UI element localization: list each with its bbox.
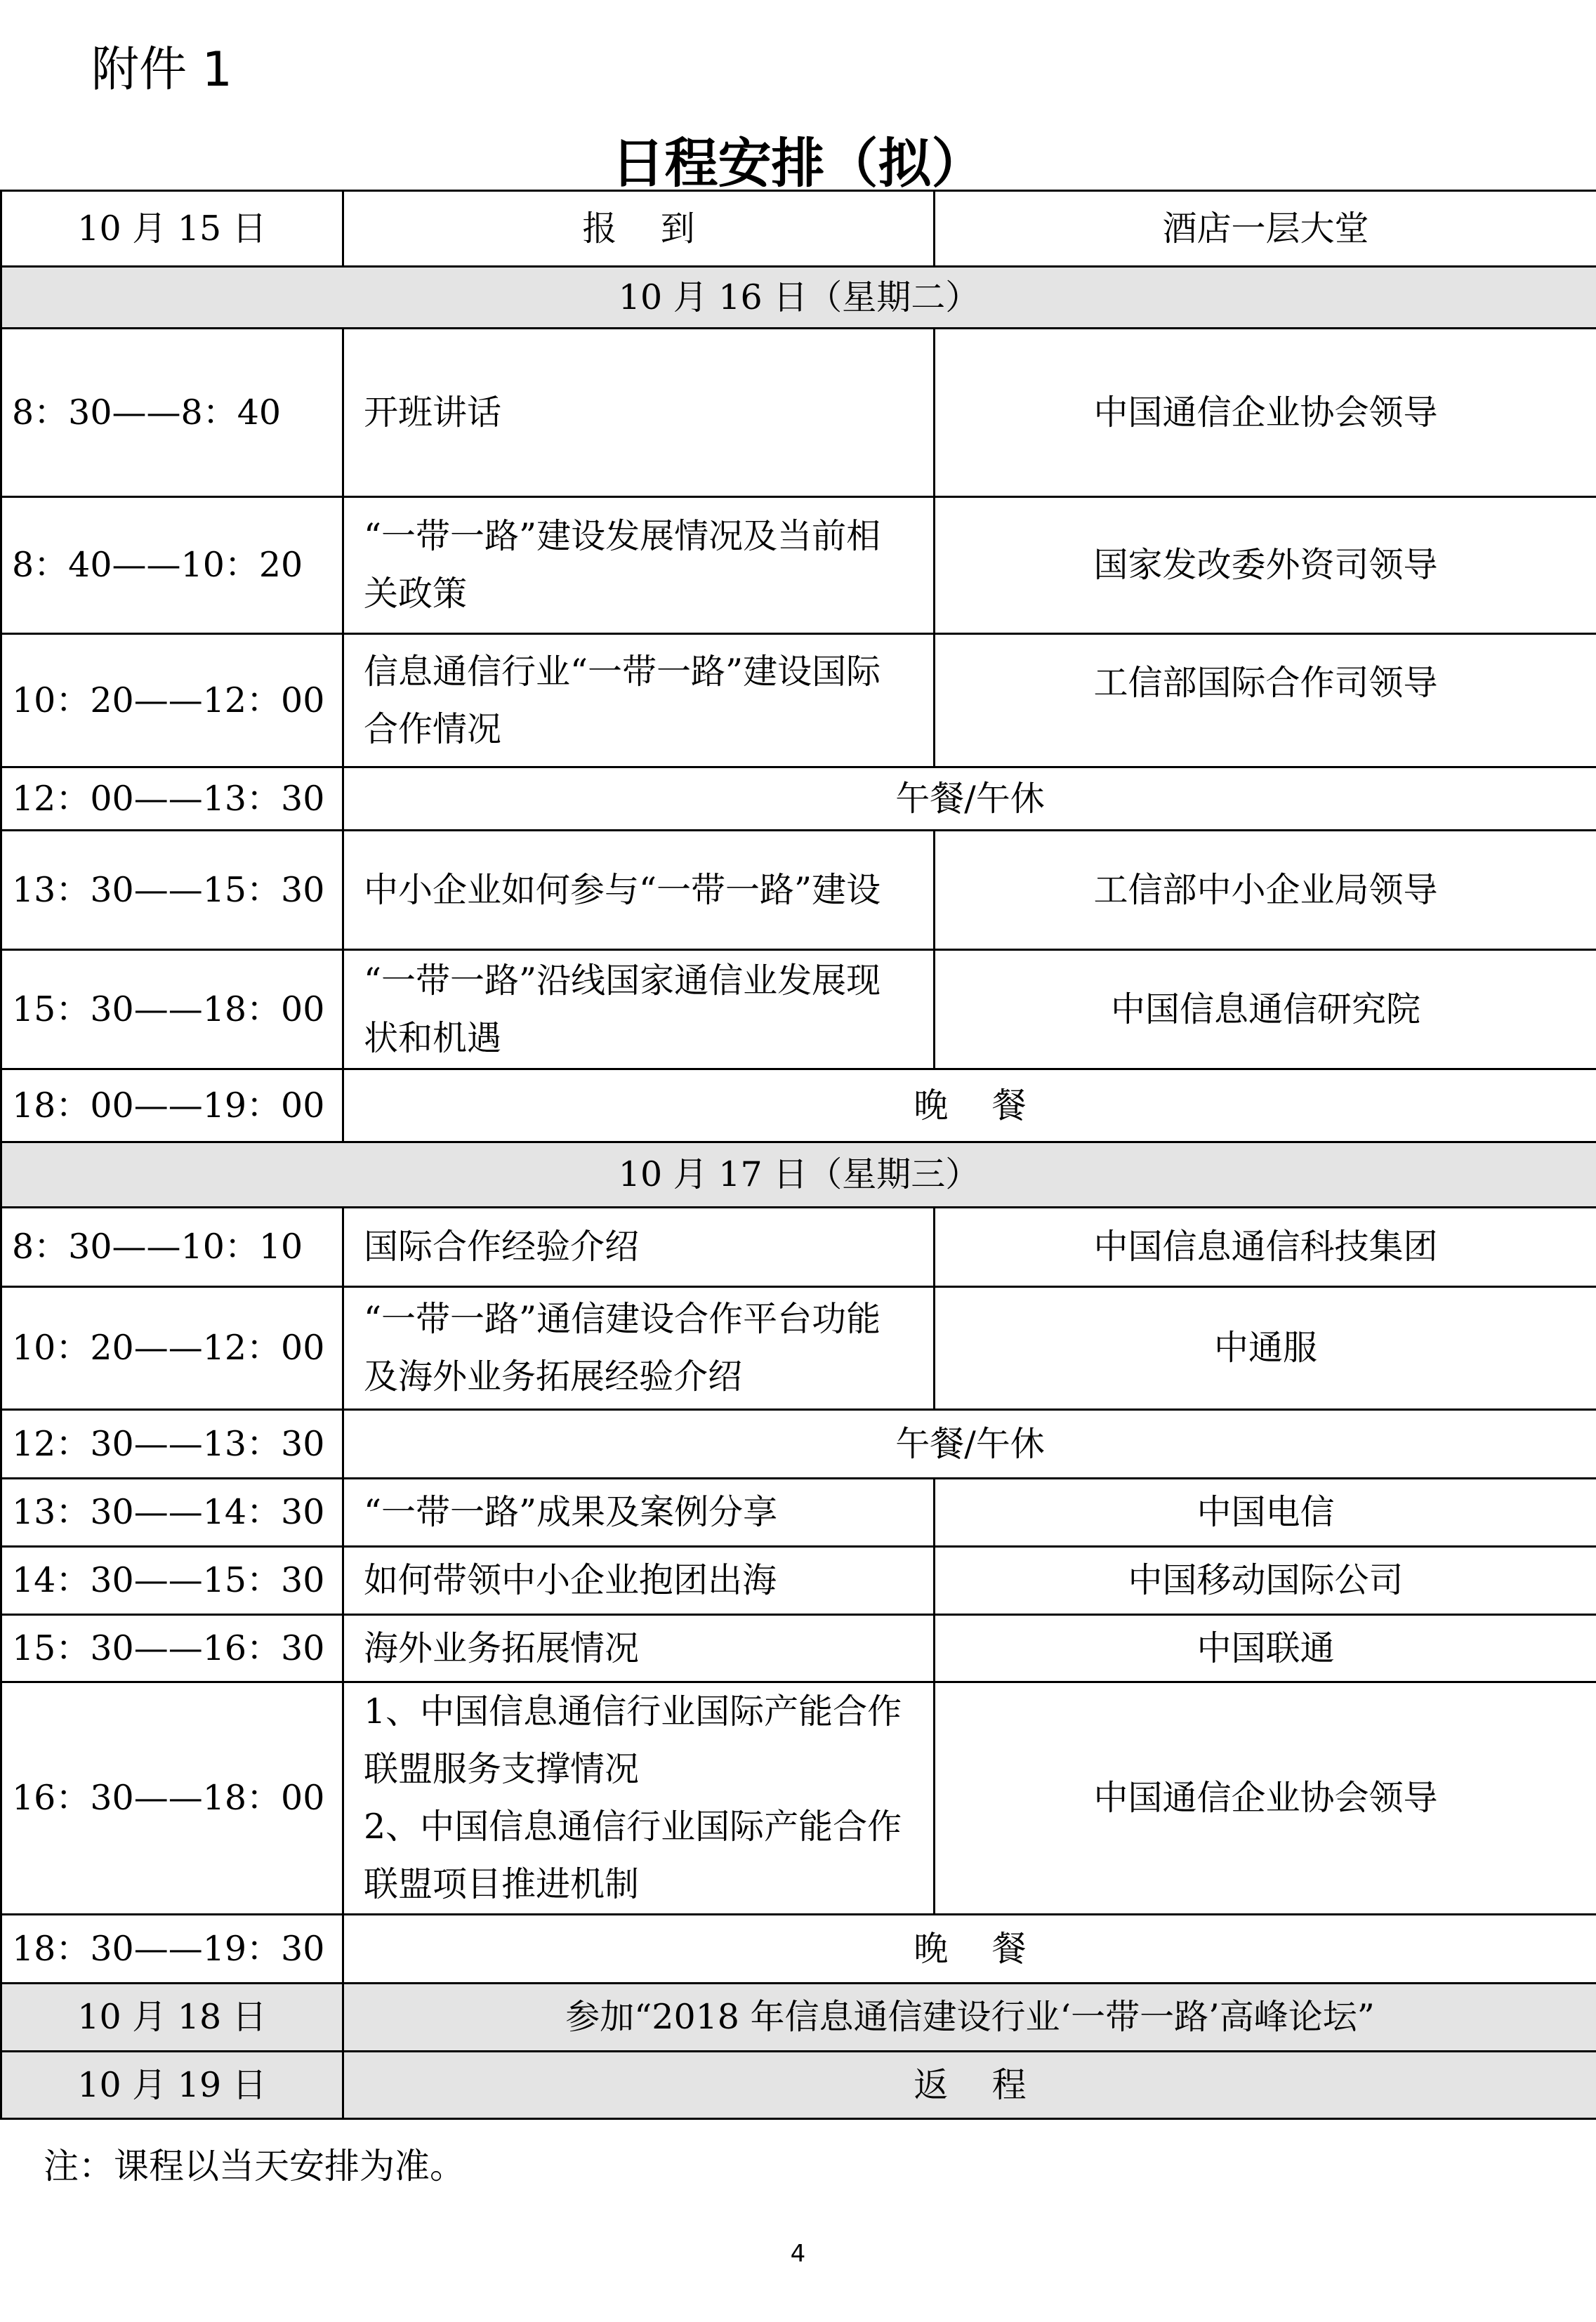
- table-row: [1, 1208, 1596, 1287]
- speaker-cell: 工信部中小企业局领导: [935, 831, 1596, 950]
- table-row: [1, 831, 1596, 950]
- topic-cell: 国际合作经验介绍: [343, 1208, 935, 1287]
- table-row: [1, 497, 1596, 634]
- speaker-cell: 中通服: [935, 1287, 1596, 1410]
- table-row: [1, 767, 1596, 831]
- day-header: 10 月 16 日（星期二）: [1, 267, 1596, 329]
- topic-cell: “一带一路”成果及案例分享: [343, 1479, 935, 1547]
- day-header-row: [1, 267, 1596, 329]
- topic-cell: “一带一路”建设发展情况及当前相关政策: [343, 497, 935, 634]
- time-cell: 10：20——12：00: [1, 1287, 343, 1410]
- table-row: [1, 191, 1596, 267]
- topic-cell: 海外业务拓展情况: [343, 1615, 935, 1682]
- meal-cell: 晚 餐: [343, 1915, 1596, 1984]
- attachment-label: 附件 1: [91, 42, 232, 98]
- event-cell: 返 程: [343, 2052, 1596, 2119]
- table-row: [1, 1287, 1596, 1410]
- location-cell: 酒店一层大堂: [935, 191, 1596, 267]
- table-row: [1, 2052, 1596, 2119]
- speaker-cell: 中国电信: [935, 1479, 1596, 1547]
- speaker-cell: 中国信息通信研究院: [935, 950, 1596, 1069]
- activity-cell: 报 到: [343, 191, 935, 267]
- topic-cell: 开班讲话: [343, 329, 935, 497]
- time-cell: 12：30——13：30: [1, 1410, 343, 1479]
- meal-cell: 午餐/午休: [343, 1410, 1596, 1479]
- table-row: [1, 1479, 1596, 1547]
- schedule-table: [0, 190, 1596, 2120]
- speaker-cell: 中国信息通信科技集团: [935, 1208, 1596, 1287]
- time-cell: 8：40——10：20: [1, 497, 343, 634]
- speaker-cell: 工信部国际合作司领导: [935, 634, 1596, 767]
- time-cell: 18：30——19：30: [1, 1915, 343, 1984]
- table-row: [1, 329, 1596, 497]
- speaker-cell: 中国联通: [935, 1615, 1596, 1682]
- time-cell: 16：30——18：00: [1, 1682, 343, 1915]
- date-cell: 10 月 19 日: [1, 2052, 343, 2119]
- table-row: [1, 1915, 1596, 1984]
- date-cell: 10 月 18 日: [1, 1984, 343, 2052]
- footnote: 注：课程以当天安排为准。: [44, 2146, 465, 2186]
- event-cell: 参加“2018 年信息通信建设行业‘一带一路’高峰论坛”: [343, 1984, 1596, 2052]
- table-row: [1, 1682, 1596, 1915]
- speaker-cell: 中国通信企业协会领导: [935, 329, 1596, 497]
- topic-cell: [343, 1682, 935, 1915]
- page-title: 日程安排（拟）: [611, 132, 985, 194]
- table-row: [1, 1615, 1596, 1682]
- time-cell: 8：30——8：40: [1, 329, 343, 497]
- time-cell: 13：30——15：30: [1, 831, 343, 950]
- topic-item: 2、中国信息通信行业国际产能合作联盟项目推进机制: [364, 1807, 902, 1904]
- table-row: [1, 1410, 1596, 1479]
- time-cell: 15：30——16：30: [1, 1615, 343, 1682]
- day-header: 10 月 17 日（星期三）: [1, 1142, 1596, 1208]
- speaker-cell: 中国通信企业协会领导: [935, 1682, 1596, 1915]
- table-row: [1, 1547, 1596, 1615]
- time-cell: 18：00——19：00: [1, 1069, 343, 1142]
- table-row: [1, 634, 1596, 767]
- date-cell: 10 月 15 日: [1, 191, 343, 267]
- topic-cell: 中小企业如何参与“一带一路”建设: [343, 831, 935, 950]
- topic-cell: 如何带领中小企业抱团出海: [343, 1547, 935, 1615]
- time-cell: 12：00——13：30: [1, 767, 343, 831]
- topic-item: 1、中国信息通信行业国际产能合作联盟服务支撑情况: [364, 1691, 902, 1789]
- table-row: [1, 950, 1596, 1069]
- meal-cell: 晚 餐: [343, 1069, 1596, 1142]
- topic-cell: 信息通信行业“一带一路”建设国际合作情况: [343, 634, 935, 767]
- speaker-cell: 国家发改委外资司领导: [935, 497, 1596, 634]
- topic-cell: “一带一路”沿线国家通信业发展现状和机遇: [343, 950, 935, 1069]
- time-cell: 14：30——15：30: [1, 1547, 343, 1615]
- topic-cell: “一带一路”通信建设合作平台功能及海外业务拓展经验介绍: [343, 1287, 935, 1410]
- meal-cell: 午餐/午休: [343, 767, 1596, 831]
- speaker-cell: 中国移动国际公司: [935, 1547, 1596, 1615]
- time-cell: 15：30——18：00: [1, 950, 343, 1069]
- time-cell: 8：30——10：10: [1, 1208, 343, 1287]
- table-row: [1, 1984, 1596, 2052]
- page-number: 4: [790, 2240, 806, 2268]
- time-cell: 13：30——14：30: [1, 1479, 343, 1547]
- table-row: [1, 1069, 1596, 1142]
- time-cell: 10：20——12：00: [1, 634, 343, 767]
- day-header-row: [1, 1142, 1596, 1208]
